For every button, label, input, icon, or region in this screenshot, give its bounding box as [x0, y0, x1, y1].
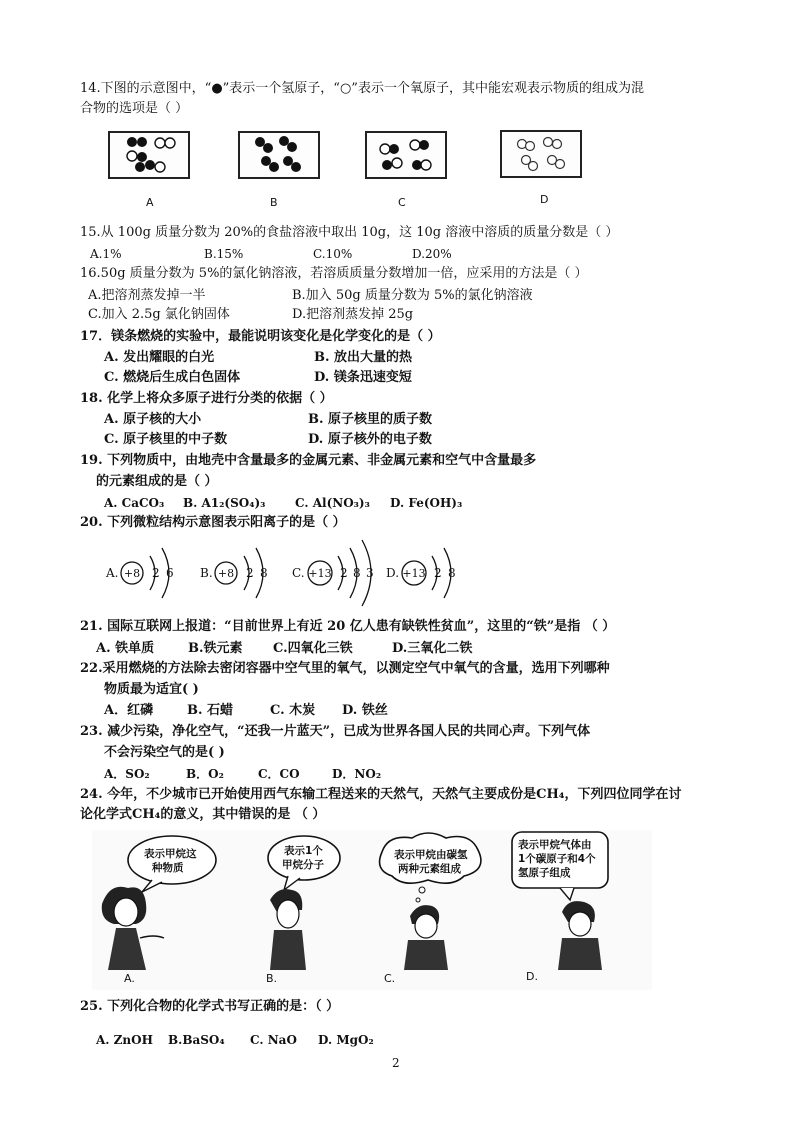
students-discussion-illustration [92, 830, 652, 990]
q17-option-b: B. 放出大量的热 [314, 350, 413, 365]
q15-stem: 15.从 100g 质量分数为 20%的食盐溶液中取出 10g，这 10g 溶液中溶质的质量分数是（ ） [80, 225, 619, 240]
bubble-b-line2: 甲烷分子 [282, 859, 324, 871]
q15-option-c: C.10% [313, 247, 353, 261]
q16-stem: 16.50g 质量分数为 5%的氯化钠溶液，若溶质质量分数增加一倍，应采用的方法是（ ） [80, 266, 588, 281]
molecule-diagram-b [240, 133, 318, 177]
q18-option-a: A. 原子核的大小 [104, 412, 202, 427]
q24-label-a: A. [124, 972, 135, 985]
q24-stem-line1: 24. 今年，不少城市已开始使用西气东输工程送来的天然气，天然气主要成份是CH₄，下列四位同学在讨 [80, 787, 682, 802]
q19-option-d: D. Fe(OH)₃ [390, 496, 463, 510]
bubble-c-line2: 两种元素组成 [398, 863, 461, 875]
q23-option-d: D．NO₂ [332, 767, 382, 781]
q18-option-b: B. 原子核里的质子数 [308, 412, 433, 427]
q22-option-a: A．红磷 [104, 703, 154, 718]
q15-option-b: B.15% [204, 247, 244, 261]
q22-option-c: C. 木炭 [270, 703, 316, 718]
q14-stem-line1: 14.下图的示意图中，“●”表示一个氢原子，“○”表示一个氧原子，其中能宏观表示物质的组成为混 [80, 81, 644, 96]
q24-label-d: D. [526, 970, 538, 983]
q20-nucleus-d: +13 [402, 567, 426, 580]
q25-option-a: A. ZnOH [96, 1033, 153, 1047]
q19-option-b: B. A1₂(SO₄)₃ [183, 496, 266, 510]
q14-label-d: D [540, 193, 549, 206]
molecule-diagram-a [110, 133, 188, 177]
q16-option-c: C.加入 2.5g 氯化钠固体 [88, 307, 230, 322]
q22-option-b: B. 石蜡 [187, 703, 234, 718]
q21-stem: 21. 国际互联网上报道：“目前世界上有近 20 亿人患有缺铁性贫血”，这里的“铁”是指 （ ） [80, 619, 616, 634]
q25-option-d: D. MgO₂ [318, 1033, 374, 1047]
bubble-a-line2: 种物质 [152, 862, 184, 874]
q20-shell-b-1: 2 [246, 566, 254, 580]
q20-label-a: A. [106, 566, 119, 580]
q14-stem-line2: 合物的选项是（ ） [80, 101, 189, 116]
bubble-d-line2: 1个碳原子和4个 [518, 853, 596, 865]
q20-stem: 20. 下列微粒结构示意图表示阳离子的是（ ） [80, 515, 346, 530]
q21-option-c: C.四氧化三铁 [273, 641, 353, 656]
q25-stem: 25. 下列化合物的化学式书写正确的是：（ ） [80, 999, 340, 1014]
q14-box-b [238, 131, 320, 179]
q16-option-d: D.把溶剂蒸发掉 25g [292, 307, 414, 322]
q23-stem-line2: 不会污染空气的是( ) [104, 745, 225, 760]
q22-stem-line2: 物质最为适宜( ) [104, 682, 199, 697]
bubble-b-line1: 表示1个 [284, 845, 323, 857]
q20-shell-b-2: 8 [260, 566, 268, 580]
q15-option-a: A.1% [90, 247, 122, 261]
q14-box-a [108, 131, 190, 179]
q24-label-c: C. [384, 972, 396, 985]
q20-shell-c-1: 2 [340, 566, 348, 580]
q25-option-c: C. NaO [250, 1033, 297, 1047]
q25-option-b: B.BaSO₄ [168, 1033, 225, 1047]
q22-stem-line1: 22.采用燃烧的方法除去密闭容器中空气里的氧气，以测定空气中氧气的含量，选用下列哪种 [80, 661, 610, 676]
q24-label-b: B. [266, 972, 278, 985]
q20-shell-c-3: 3 [366, 566, 374, 580]
q17-option-a: A. 发出耀眼的白光 [104, 350, 215, 365]
q23-option-c: C．CO [258, 767, 300, 781]
q15-option-d: D.20% [412, 247, 452, 261]
q19-stem-line1: 19. 下列物质中，由地壳中含量最多的金属元素、非金属元素和空气中含量最多 [80, 453, 537, 468]
q14-label-b: B [270, 196, 278, 209]
q19-stem-line2: 的元素组成的是（ ） [96, 474, 218, 489]
q20-label-b: B. [200, 566, 213, 580]
q22-option-d: D. 铁丝 [342, 703, 388, 718]
bubble-d-line1: 表示甲烷气体由 [518, 839, 592, 851]
q20-shell-d-1: 2 [434, 566, 442, 580]
q20-shell-d-2: 8 [448, 566, 456, 580]
q17-stem: 17．镁条燃烧的实验中，最能说明该变化是化学变化的是（ ） [80, 329, 441, 344]
q18-stem: 18. 化学上将众多原子进行分类的依据（ ） [80, 391, 333, 406]
q21-option-d: D.三氧化二铁 [392, 641, 473, 656]
q23-stem-line1: 23. 减少污染，净化空气，“还我一片蓝天”，已成为世界各国人民的共同心声。下列气体 [80, 724, 591, 739]
q20-shell-a-2: 6 [166, 566, 174, 580]
atomic-structure-diagrams [104, 536, 484, 610]
q20-nucleus-c: +13 [308, 567, 332, 580]
q14-label-a: A [146, 196, 154, 209]
q20-label-c: C. [292, 566, 305, 580]
q23-option-b: B．O₂ [186, 767, 224, 781]
q17-option-c: C. 燃烧后生成白色固体 [104, 370, 241, 385]
q20-shell-c-2: 8 [353, 566, 361, 580]
q20-nucleus-a: +8 [123, 567, 141, 580]
bubble-c-line1: 表示甲烷由碳氢 [394, 849, 468, 861]
q16-option-a: A.把溶剂蒸发掉一半 [88, 288, 206, 303]
bubble-d-line3: 氢原子组成 [518, 867, 571, 879]
bubble-a-line1: 表示甲烷这 [144, 848, 197, 860]
q21-option-a: A. 铁单质 [96, 641, 155, 656]
page-number: 2 [392, 1056, 400, 1070]
q18-option-c: C. 原子核里的中子数 [104, 432, 228, 447]
q19-option-a: A. CaCO₃ [104, 496, 165, 510]
q21-option-b: B.铁元素 [188, 641, 243, 656]
q17-option-d: D. 镁条迅速变短 [314, 370, 412, 385]
q19-option-c: C. Al(NO₃)₃ [295, 496, 370, 510]
q20-label-d: D. [386, 566, 400, 580]
q14-box-d [500, 130, 582, 178]
q20-nucleus-b: +8 [217, 567, 235, 580]
q16-option-b: B.加入 50g 质量分数为 5%的氯化钠溶液 [292, 288, 533, 303]
q14-box-c [365, 131, 447, 179]
q23-option-a: A．SO₂ [104, 767, 150, 781]
q14-label-c: C [398, 196, 406, 209]
q24-stem-line2: 论化学式CH₄的意义，其中错误的是 （ ） [80, 807, 326, 822]
q20-shell-a-1: 2 [152, 566, 160, 580]
molecule-diagram-d [502, 132, 580, 176]
molecule-diagram-c [367, 133, 445, 177]
q18-option-d: D. 原子核外的电子数 [308, 432, 432, 447]
